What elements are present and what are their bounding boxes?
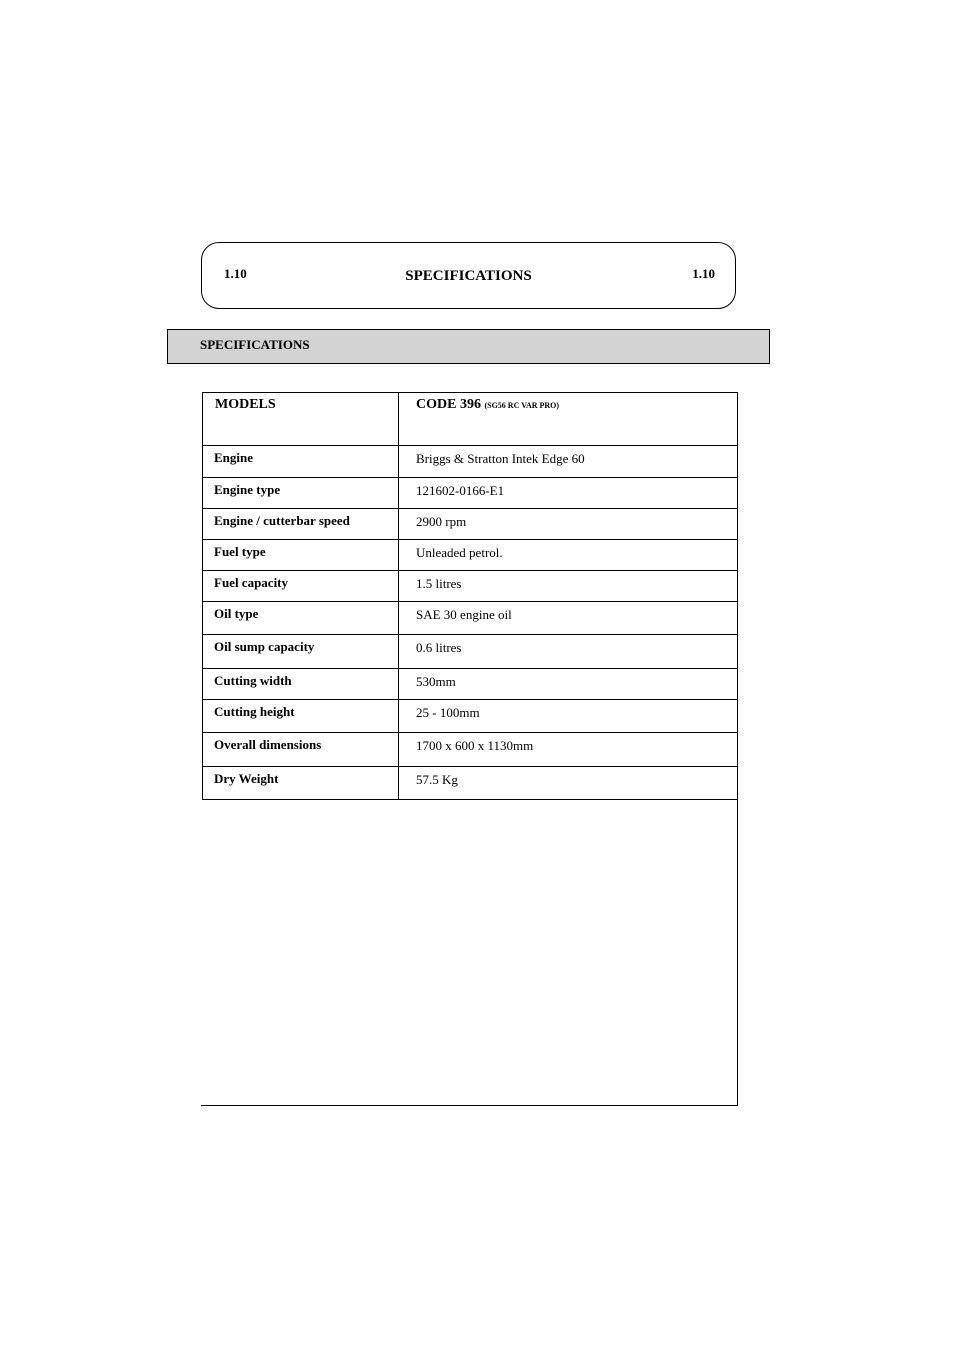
model-code: CODE 396	[416, 397, 481, 412]
specifications-table	[202, 392, 738, 800]
spec-label: Fuel capacity	[203, 571, 399, 602]
page-frame-bottom-line	[201, 1105, 738, 1106]
table-row	[203, 540, 738, 571]
spec-label: Engine type	[203, 478, 399, 509]
page-header-box	[201, 242, 736, 309]
spec-value: SAE 30 engine oil	[399, 602, 738, 635]
spec-label: Cutting height	[203, 700, 399, 733]
model-code-cell	[399, 393, 738, 446]
table-row	[203, 733, 738, 767]
spec-value: 57.5 Kg	[399, 767, 738, 800]
spec-value: 0.6 litres	[399, 635, 738, 669]
table-row	[203, 478, 738, 509]
spec-label: Overall dimensions	[203, 733, 399, 767]
page-title: SPECIFICATIONS	[405, 268, 532, 284]
spec-value: 1.5 litres	[399, 571, 738, 602]
spec-value: Briggs & Stratton Intek Edge 60	[399, 446, 738, 478]
model-code-subtitle: (SG56 RC VAR PRO)	[484, 401, 560, 410]
models-label: MODELS	[203, 393, 399, 446]
spec-label: Fuel type	[203, 540, 399, 571]
spec-value: 1700 x 600 x 1130mm	[399, 733, 738, 767]
table-row	[203, 767, 738, 800]
table-row	[203, 602, 738, 635]
spec-label: Oil sump capacity	[203, 635, 399, 669]
table-row	[203, 700, 738, 733]
table-row	[203, 446, 738, 478]
table-row	[203, 509, 738, 540]
spec-value: 25 - 100mm	[399, 700, 738, 733]
spec-label: Oil type	[203, 602, 399, 635]
section-heading: SPECIFICATIONS	[200, 337, 310, 352]
table-row	[203, 571, 738, 602]
spec-value: Unleaded petrol.	[399, 540, 738, 571]
spec-value: 2900 rpm	[399, 509, 738, 540]
spec-label: Dry Weight	[203, 767, 399, 800]
spec-label: Cutting width	[203, 669, 399, 700]
spec-value: 121602-0166-E1	[399, 478, 738, 509]
models-header-row	[203, 393, 738, 446]
section-number-left: 1.10	[224, 266, 247, 281]
spec-value: 530mm	[399, 669, 738, 700]
table-row	[203, 669, 738, 700]
spec-label: Engine	[203, 446, 399, 478]
spec-label: Engine / cutterbar speed	[203, 509, 399, 540]
section-heading-bar	[167, 329, 770, 364]
section-number-right: 1.10	[692, 266, 715, 281]
table-row	[203, 635, 738, 669]
